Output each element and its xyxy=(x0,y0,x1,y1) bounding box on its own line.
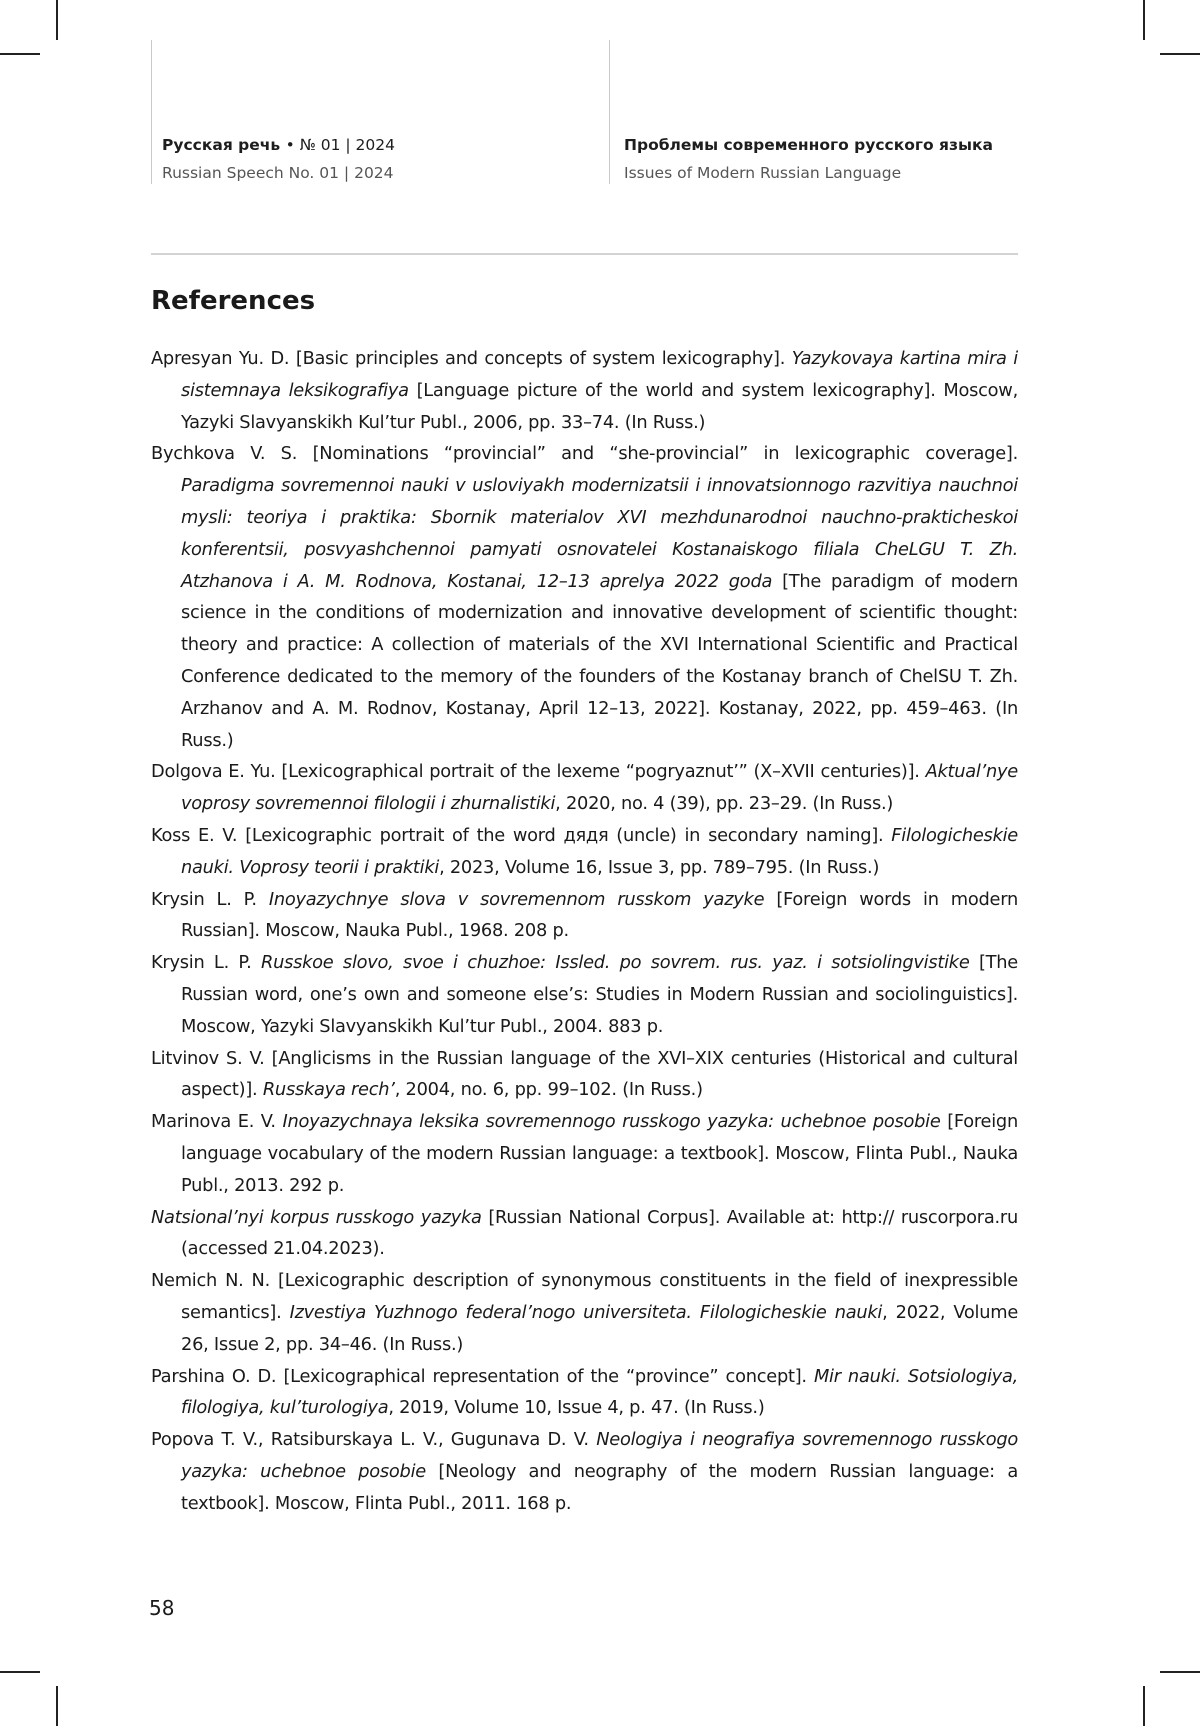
reference-item: Koss E. V. [Lexicographic portrait of the word дядя (uncle) in secondary naming]. Filologicheskie nauki. Voprosy teorii i praktiki, 2023, Volume 16, Issue 3, pp. 789–795. (In Russ.) xyxy=(151,824,1018,878)
section-title-en: Issues of Modern Russian Language xyxy=(624,164,902,182)
crop-mark xyxy=(1160,1671,1200,1673)
crop-mark xyxy=(1143,1686,1145,1726)
reference-item: Popova T. V., Ratsiburskaya L. V., Gugunava D. V. Neologiya i neografiya sovremennogo russkogo yazyka: uchebnoe posobie [Neology and neography of the modern Russian language: a textbook]. Moscow, Flinta Publ., 2011. 168 p. xyxy=(151,1429,1018,1514)
reference-item: Litvinov S. V. [Anglicisms in the Russian language of the XVI–XIX centuries (Historical and cultural aspect)]. Russkaya rech’, 2004, no. 6, pp. 99–102. (In Russ.) xyxy=(151,1047,1018,1101)
journal-issue-ru: • № 01 | 2024 xyxy=(285,136,395,154)
section-header xyxy=(624,134,993,184)
reference-item: Parshina O. D. [Lexicographical representation of the “province” concept]. Mir nauki. Sotsiologiya, filologiya, kul’turologiya, 2019, Volume 10, Issue 4, p. 47. (In Russ.) xyxy=(151,1365,1018,1419)
reference-item: Marinova E. V. Inoyazychnaya leksika sovremennogo russkogo yazyka: uchebnoe posobie [Foreign language vocabulary of the modern Russian language: a textbook]. Moscow, Flinta Publ., Nauka Publ., 2013. 292 p. xyxy=(151,1111,1018,1196)
crop-mark xyxy=(0,53,40,55)
crop-mark xyxy=(1143,0,1145,40)
crop-mark xyxy=(1160,53,1200,55)
reference-item: Dolgova E. Yu. [Lexicographical portrait of the lexeme “pogryaznut’” (X–XVII centuries)]. Aktual’nye voprosy sovremennoi filologii i zhurnalistiki, 2020, no. 4 (39), pp. 23–29. (In Russ.) xyxy=(151,761,1018,815)
reference-item: Krysin L. P. Inoyazychnye slova v sovremennom russkom yazyke [Foreign words in modern Russian]. Moscow, Nauka Publ., 1968. 208 p. xyxy=(151,888,1018,942)
reference-item: Apresyan Yu. D. [Basic principles and concepts of system lexicography]. Yazykovaya kartina mira i sistemnaya leksikografiya [Language picture of the world and system lexicography]. Moscow, Yazyki Slavyanskikh Kul’tur Publ., 2006, pp. 33–74. (In Russ.) xyxy=(151,348,1019,433)
journal-name-ru: Русская речь xyxy=(162,136,281,154)
reference-item: Natsional’nyi korpus russkogo yazyka [Russian National Corpus]. Available at: http:// ruscorpora.ru (accessed 21.04.2023). xyxy=(151,1206,1018,1260)
reference-list xyxy=(151,343,1018,1519)
crop-mark xyxy=(0,1671,40,1673)
reference-item: Nemich N. N. [Lexicographic description of synonymous constituents in the field of inexpressible semantics]. Izvestiya Yuzhnogo federal’nogo universiteta. Filologicheskie nauki, 2022, Volume 26, Issue 2, pp. 34–46. (In Russ.) xyxy=(151,1270,1019,1355)
header-divider-left xyxy=(151,40,152,184)
references-heading: References xyxy=(151,286,316,316)
journal-title-ru xyxy=(162,134,395,156)
crop-mark xyxy=(56,0,58,40)
section-title-ru: Проблемы современного русского языка xyxy=(624,136,993,154)
header-rule xyxy=(151,253,1018,255)
page-number: 58 xyxy=(149,1596,175,1620)
journal-title-en: Russian Speech No. 01 | 2024 xyxy=(162,164,394,182)
journal-header xyxy=(162,134,395,184)
crop-mark xyxy=(56,1686,58,1726)
header-divider-right xyxy=(609,40,610,184)
reference-item: Bychkova V. S. [Nominations “provincial” and “she-provincial” in lexicographic coverage]. Paradigma sovremennoi nauki v usloviyakh modernizatsii i innovatsionnogo razvitiya nauchnoi mysli: teoriya i praktika: Sbornik materialov XVI mezhdunarodnoi nauchno-prakticheskoi konferentsii, posvyashchennoi pamyati osnovatelei Kostanaiskogo filiala CheLGU T. Zh. Atzhanova i A. M. Rodnova, Kostanai, 12–13 aprelya 2022 goda [The paradigm of modern science in the conditions of modernization and innovative development of scientific thought: theory and practice: A collection of materials of the XVI International Scientific and Practical Conference dedicated to the memory of the founders of the Kostanay branch of ChelSU T. Zh. Arzhanov and A. M. Rodnov, Kostanay, April 12–13, 2022]. Kostanay, 2022, pp. 459–463. (In Russ.) xyxy=(151,443,1018,751)
reference-item: Krysin L. P. Russkoe slovo, svoe i chuzhoe: Issled. po sovrem. rus. yaz. i sotsiolingvistike [The Russian word, one’s own and someone else’s: Studies in Modern Russian and sociolinguistics]. Moscow, Yazyki Slavyanskikh Kul’tur Publ., 2004. 883 p. xyxy=(151,952,1018,1037)
